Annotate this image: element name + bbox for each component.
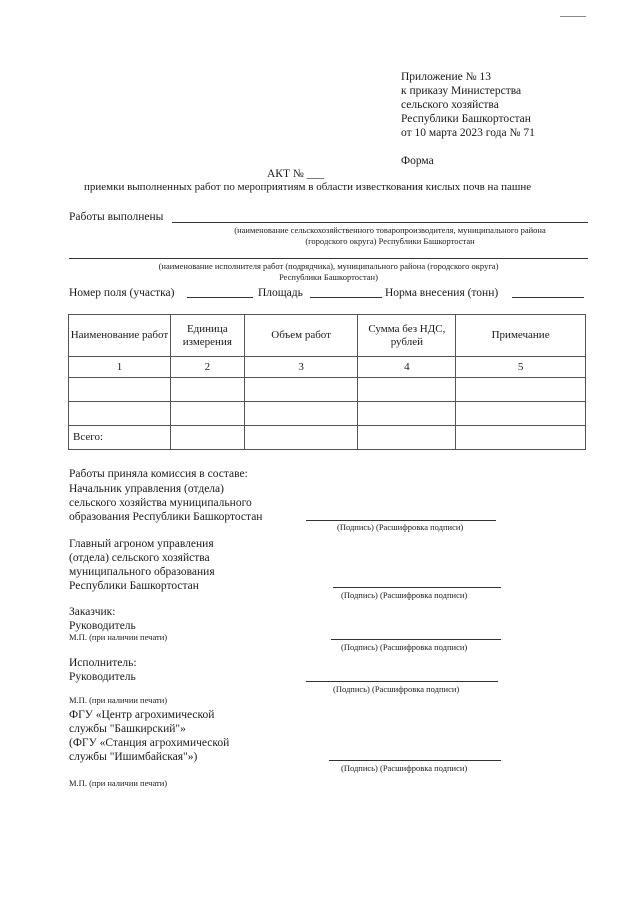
works-table — [68, 314, 586, 450]
stamp-note: М.П. (при наличии печати) — [69, 632, 168, 642]
form-label: Форма — [401, 155, 434, 167]
producer-caption-1: (наименование сельскохозяйственного товаропроизводителя, муниципального района — [234, 225, 546, 235]
signature-caption: (Подпись) (Расшифровка подписи) — [333, 684, 460, 694]
table-cell[interactable] — [69, 402, 171, 426]
table-row — [69, 378, 586, 402]
table-cell[interactable] — [456, 402, 586, 426]
rate-line[interactable] — [512, 297, 584, 298]
col-header-sum: Сумма без НДС, рублей — [358, 315, 456, 357]
producer-caption-2: (городского округа) Республики Башкортостан — [305, 236, 475, 246]
table-cell[interactable] — [69, 378, 171, 402]
col-number: 2 — [170, 357, 244, 378]
col-header-volume: Объем работ — [244, 315, 358, 357]
executor-label: Исполнитель: — [69, 657, 137, 669]
table-cell[interactable] — [358, 402, 456, 426]
col-number: 4 — [358, 357, 456, 378]
fgu-center-2: службы "Башкирский"» — [69, 723, 186, 735]
fgu-signature-line[interactable] — [329, 760, 501, 761]
contractor-caption-2: Республики Башкортостан) — [279, 272, 378, 282]
total-label: Всего: — [69, 426, 171, 450]
col-header-note: Примечание — [456, 315, 586, 357]
head-signature-line[interactable] — [306, 520, 496, 521]
col-number: 5 — [456, 357, 586, 378]
customer-label: Заказчик: — [69, 606, 116, 618]
table-total-row — [69, 426, 586, 450]
signature-caption: (Подпись) (Расшифровка подписи) — [341, 642, 468, 652]
agronomist-title-1: Главный агроном управления — [69, 538, 214, 550]
order-date: от 10 марта 2023 года № 71 — [401, 127, 535, 139]
stamp-note: М.П. (при наличии печати) — [69, 778, 168, 788]
col-header-name: Наименование работ — [69, 315, 171, 357]
signature-caption: (Подпись) (Расшифровка подписи) — [337, 522, 464, 532]
table-cell[interactable] — [170, 402, 244, 426]
customer-head: Руководитель — [69, 620, 136, 632]
appendix-number: Приложение № 13 — [401, 71, 491, 83]
table-cell[interactable] — [358, 378, 456, 402]
scan-mark — [560, 16, 586, 17]
works-done-label: Работы выполнены — [69, 211, 164, 223]
table-header-row — [69, 315, 586, 357]
stamp-note: М.П. (при наличии печати) — [69, 695, 168, 705]
act-subtitle: приемки выполненных работ по мероприятиям в области известкования кислых почв на пашне — [84, 181, 532, 193]
table-cell[interactable] — [456, 378, 586, 402]
signature-caption: (Подпись) (Расшифровка подписи) — [341, 590, 468, 600]
commission-intro: Работы приняла комиссия в составе: — [69, 468, 248, 480]
republic-line: Республики Башкортостан — [401, 113, 531, 125]
act-title: АКТ № ___ — [267, 168, 324, 180]
table-cell[interactable] — [170, 426, 244, 450]
col-number: 1 — [69, 357, 171, 378]
head-title-2: сельского хозяйства муниципального — [69, 497, 252, 509]
table-cell[interactable] — [244, 378, 358, 402]
field-number-line[interactable] — [187, 297, 253, 298]
contractor-caption-1: (наименование исполнителя работ (подрядчика), муниципального района (городского округа) — [158, 261, 499, 271]
fgu-center-1: ФГУ «Центр агрохимической — [69, 709, 215, 721]
table-cell[interactable] — [170, 378, 244, 402]
field-number-label: Номер поля (участка) — [69, 287, 175, 299]
table-row — [69, 402, 586, 426]
works-done-line[interactable] — [172, 222, 588, 223]
area-label: Площадь — [258, 287, 303, 299]
col-number: 3 — [244, 357, 358, 378]
agronomist-title-4: Республики Башкортостан — [69, 580, 199, 592]
head-title-3: образования Республики Башкортостан — [69, 511, 263, 523]
col-header-unit: Единица измерения — [170, 315, 244, 357]
order-reference: к приказу Министерства — [401, 85, 522, 97]
table-cell[interactable] — [456, 426, 586, 450]
fgu-station-1: (ФГУ «Станция агрохимической — [69, 737, 230, 749]
rate-label: Норма внесения (тонн) — [385, 287, 499, 299]
table-cell[interactable] — [244, 402, 358, 426]
contractor-line[interactable] — [69, 258, 588, 259]
table-cell[interactable] — [244, 426, 358, 450]
executor-head: Руководитель — [69, 671, 136, 683]
agronomist-title-3: муниципального образования — [69, 566, 215, 578]
executor-signature-line[interactable] — [306, 681, 498, 682]
table-cell[interactable] — [358, 426, 456, 450]
agronomist-title-2: (отдела) сельского хозяйства — [69, 552, 210, 564]
ministry-line: сельского хозяйства — [401, 99, 499, 111]
agronomist-signature-line[interactable] — [333, 587, 501, 588]
area-line[interactable] — [310, 297, 382, 298]
signature-caption: (Подпись) (Расшифровка подписи) — [341, 763, 468, 773]
head-title-1: Начальник управления (отдела) — [69, 483, 224, 495]
table-number-row — [69, 357, 586, 378]
fgu-station-2: службы "Ишимбайская"») — [69, 751, 198, 763]
customer-signature-line[interactable] — [331, 639, 501, 640]
